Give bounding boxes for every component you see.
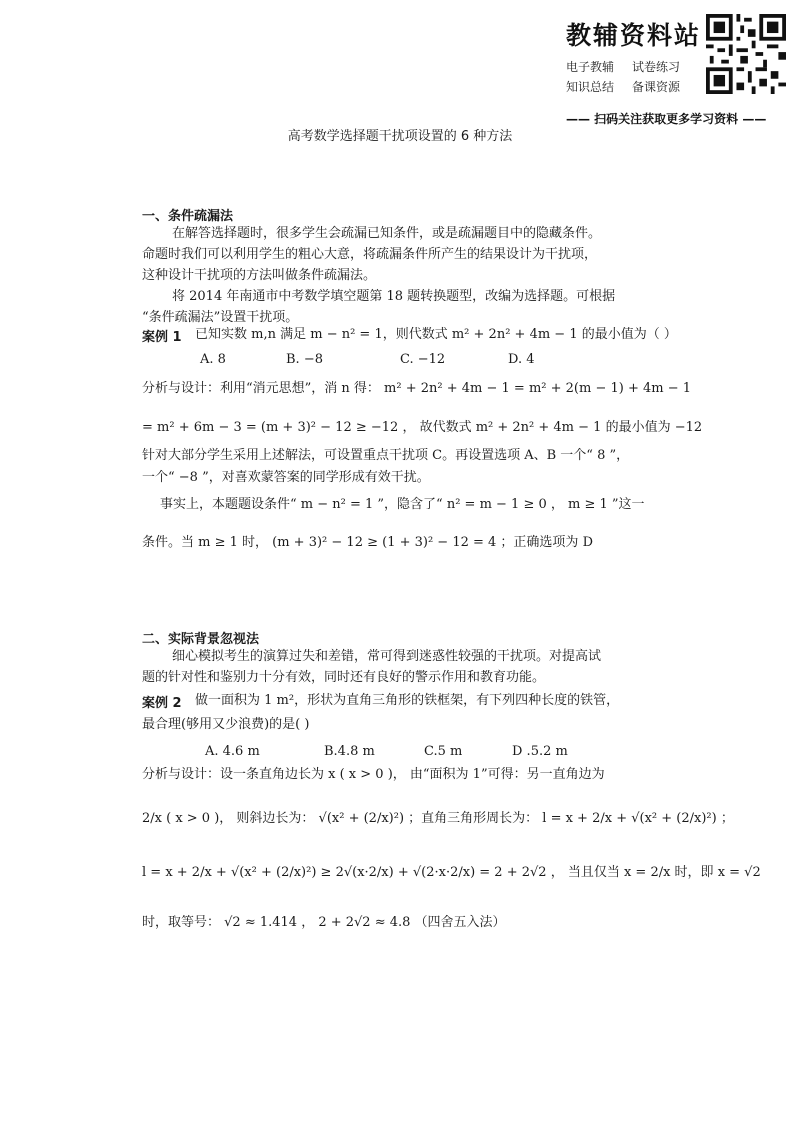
case1-analysis-line2: = m² + 6m − 3 = (m + 3)² − 12 ≥ −12 ， 故代数式 m² + 2n² + 4m − 1 的最小值为 −12 — [142, 420, 703, 435]
case1-option-c: C. −12 — [400, 352, 446, 367]
case1-fact-line1: 事实上，本题题设条件“ m − n² = 1 ”，隐含了“ n² = m − 1 ≥ 0 ， m ≥ 1 ”这一 — [160, 497, 645, 512]
section2-heading: 二、实际背景忽视法 — [142, 632, 260, 647]
case2-label: 案例 2 — [142, 696, 182, 711]
case1-option-b: B. −8 — [286, 352, 323, 367]
case2-option-a: A. 4.6 m — [205, 744, 260, 759]
case2-analysis-line2: 2/x ( x > 0 )， 则斜边长为： √(x² + (2/x)²) ；直角三角形周长为： l = x + 2/x + √(x² + (2/x)²) ； — [142, 811, 734, 826]
case1-option-a: A. 8 — [200, 352, 226, 367]
case1-fact-line2: 条件。当 m ≥ 1 时， (m + 3)² − 12 ≥ (1 + 3)² − 12 = 4 ；正确选项为 D — [142, 535, 593, 550]
header-slogan: —— 扫码关注获取更多学习资料 —— — [566, 112, 767, 126]
case1-analysis-line4: 一个“ −8 ”，对喜欢蒙答案的同学形成有效干扰。 — [142, 470, 430, 485]
section1-para2-line2: “条件疏漏法”设置干扰项。 — [142, 310, 299, 325]
case1-label: 案例 1 — [142, 330, 182, 345]
section2-para1-line2: 题的针对性和鉴别力十分有效，同时还有良好的警示作用和教育功能。 — [142, 670, 546, 685]
case2-analysis-line3: l = x + 2/x + √(x² + (2/x)²) ≥ 2√(x·2/x) + √(2·x·2/x) = 2 + 2√2 ， 当且仅当 x = 2/x 时，即 x = √2 — [142, 865, 761, 880]
section2-para1-line1: 细心模拟考生的演算过失和差错，常可得到迷惑性较强的干扰项。对提高试 — [172, 649, 602, 664]
tag-summary: 知识总结 — [566, 80, 615, 94]
case1-option-d: D. 4 — [508, 352, 535, 367]
case1-analysis-line1: 分析与设计：利用“消元思想”，消 n 得： m² + 2n² + 4m − 1 = m² + 2(m − 1) + 4m − 1 — [142, 381, 692, 396]
tag-exams: 试卷练习 — [632, 60, 681, 74]
case2-question-line2: 最合理(够用又少浪费)的是( ) — [142, 717, 310, 732]
tag-resources: 备课资源 — [632, 80, 681, 94]
section1-para2-line1: 将 2014 年南通市中考数学填空题第 18 题转换题型，改编为选择题。可根据 — [172, 289, 616, 304]
case2-analysis-line4: 时，取等号： √2 ≈ 1.414 ， 2 + 2√2 ≈ 4.8 （四舍五入法） — [142, 915, 506, 930]
section1-para1-line3: 这种设计干扰项的方法叫做条件疏漏法。 — [142, 268, 377, 283]
case2-analysis-line1: 分析与设计：设一条直角边长为 x ( x > 0 )， 由“面积为 1”可得：另一直角边为 — [142, 767, 605, 782]
section1-para1-line1: 在解答选择题时，很多学生会疏漏已知条件，或是疏漏题目中的隐藏条件。 — [172, 226, 602, 241]
case2-option-c: C.5 m — [424, 744, 463, 759]
page-title: 高考数学选择题干扰项设置的 6 种方法 — [287, 129, 513, 144]
case1-analysis-line3: 针对大部分学生采用上述解法，可设置重点干扰项 C。再设置选项 A、B 一个“ 8 ”， — [142, 448, 630, 463]
case2-option-d: D .5.2 m — [512, 744, 568, 759]
case2-option-b: B.4.8 m — [324, 744, 375, 759]
case2-question-line1: 做一面积为 1 m²，形状为直角三角形的铁框架，有下列四种长度的铁管， — [195, 693, 620, 708]
tag-ebook: 电子教辅 — [566, 60, 615, 74]
case1-question: 已知实数 m,n 满足 m − n² = 1，则代数式 m² + 2n² + 4m − 1 的最小值为（ ） — [195, 327, 677, 342]
qr-code-icon — [706, 14, 786, 94]
brand-title: 教辅资料站 — [566, 21, 702, 50]
section1-para1-line2: 命题时我们可以利用学生的粗心大意，将疏漏条件所产生的结果设计为干扰项， — [142, 247, 598, 262]
section1-heading: 一、条件疏漏法 — [142, 209, 234, 224]
